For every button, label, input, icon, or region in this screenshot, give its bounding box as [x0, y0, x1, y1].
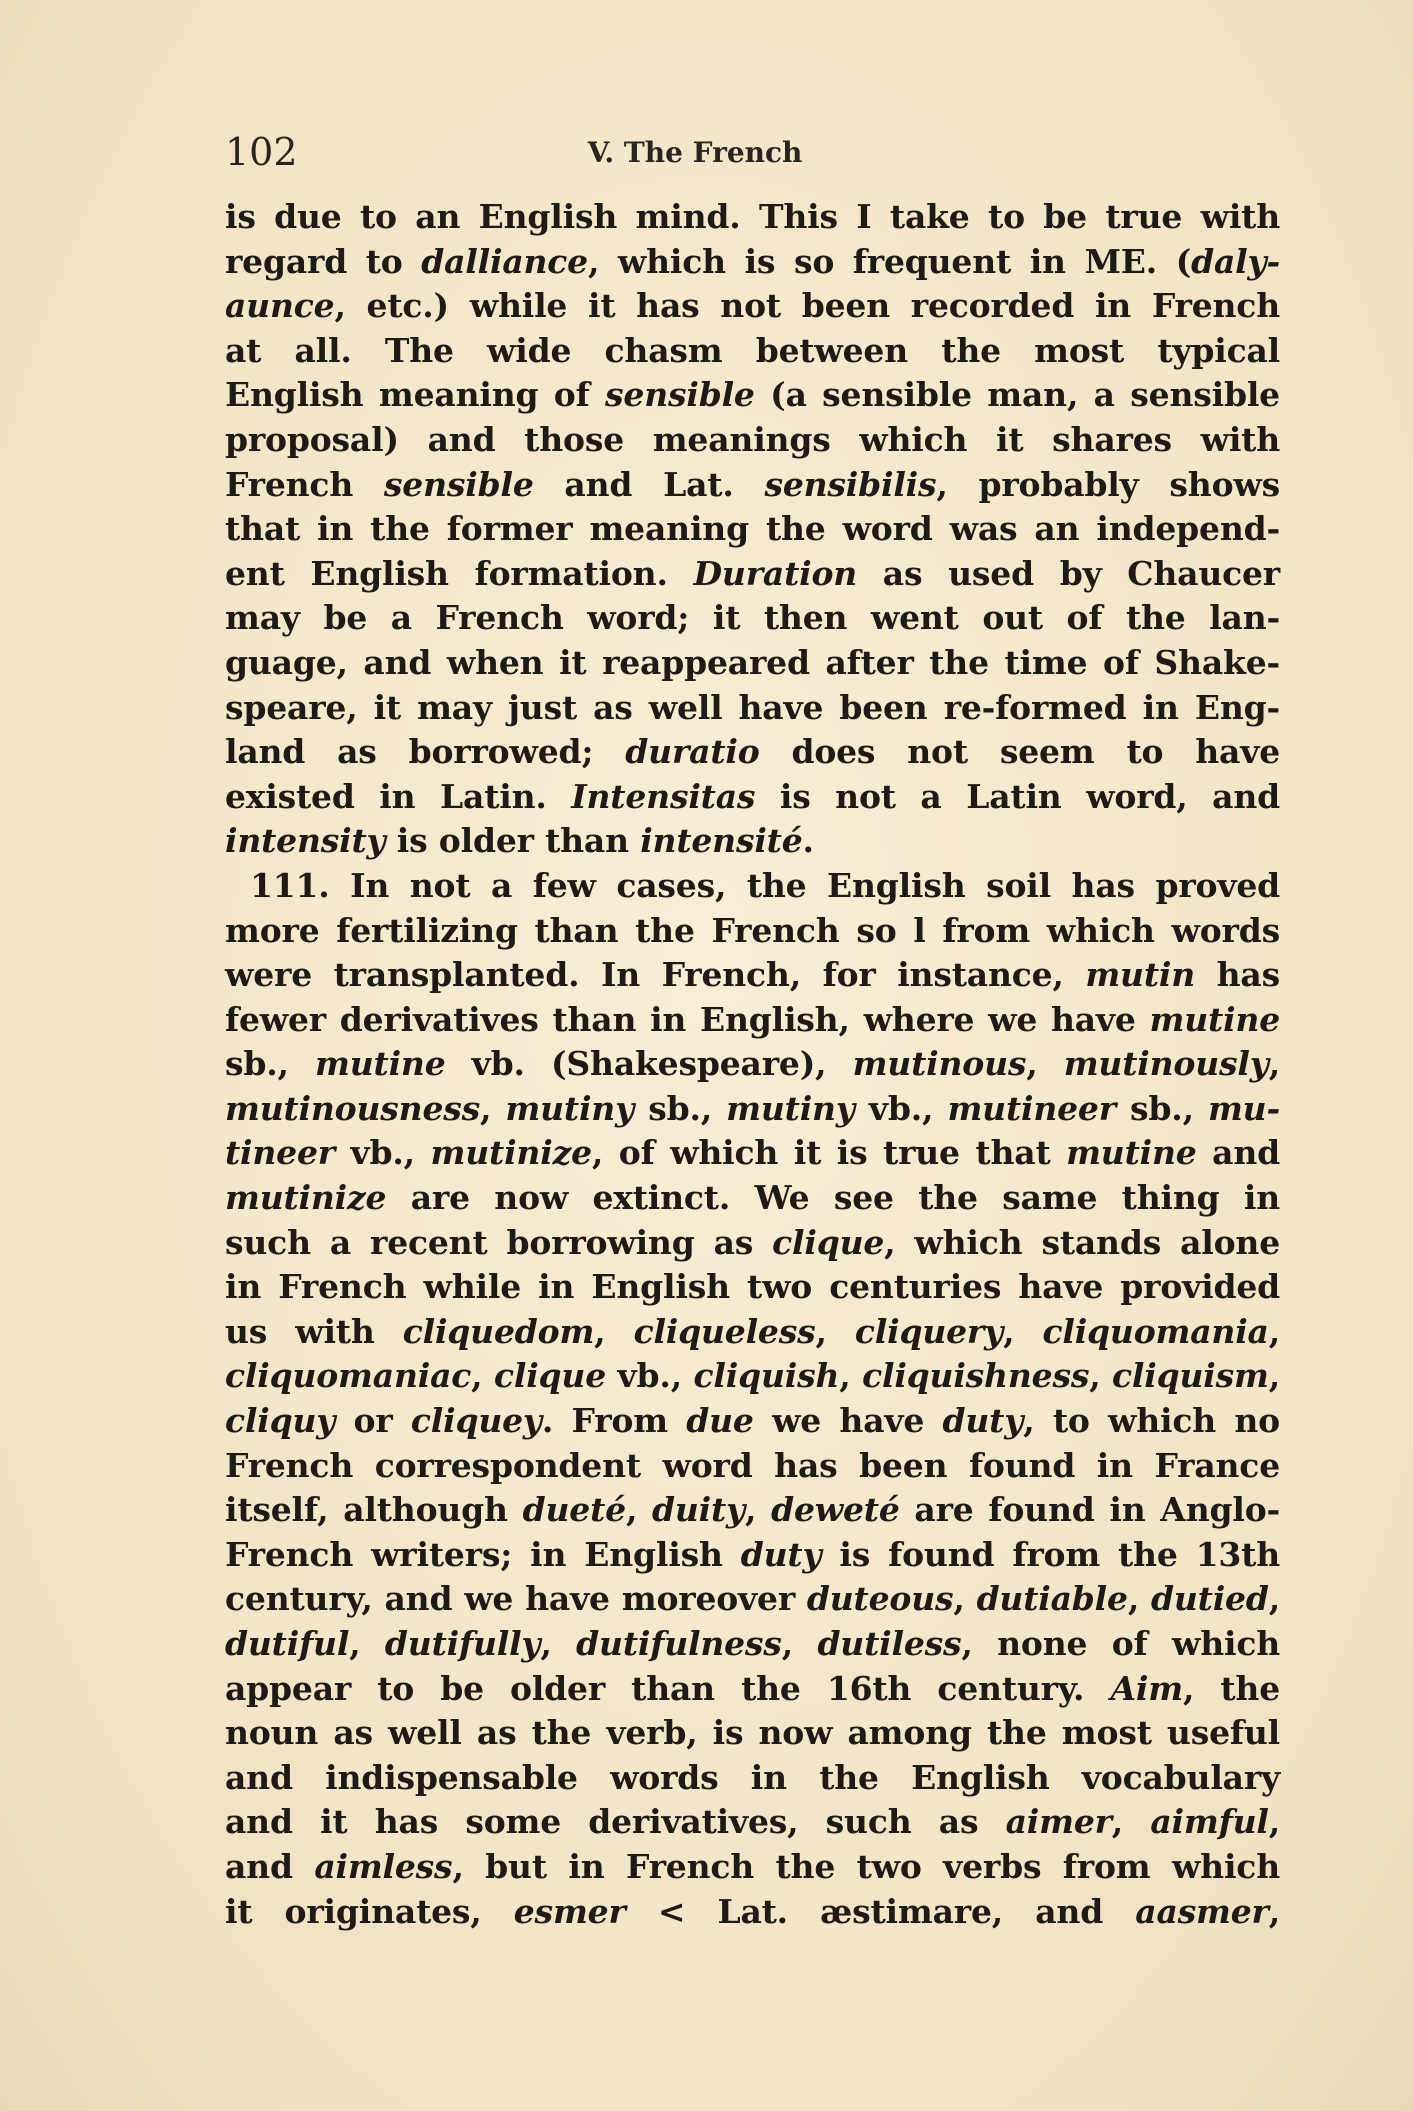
italic-term: cliquomania [1042, 1311, 1269, 1351]
text-line [225, 1577, 1280, 1622]
text-segment: . From [541, 1401, 687, 1441]
text-line [225, 730, 1280, 775]
text-line [225, 418, 1280, 463]
text-line [225, 1354, 1280, 1399]
italic-term: cliquomaniac [225, 1356, 472, 1396]
text-segment: appear to be older than the 16th century. [225, 1668, 1111, 1708]
italic-term: dutifulness [576, 1624, 782, 1663]
text-segment: such a recent borrowing as [225, 1222, 773, 1262]
italic-term: mutinize [225, 1178, 387, 1218]
italic-term: sensible [383, 464, 534, 504]
italic-term: daly- [1191, 241, 1280, 281]
text-segment: , [1268, 1311, 1281, 1351]
italic-term: duty [740, 1534, 822, 1574]
text-segment: , of which it is true that [591, 1133, 1067, 1173]
text-segment: sb., [634, 1088, 727, 1128]
italic-term: clique [493, 1356, 607, 1396]
text-segment: , [1268, 1802, 1281, 1842]
text-line [225, 1890, 1280, 1935]
text-segment: , probably shows [936, 464, 1280, 504]
text-segment: or [335, 1401, 411, 1441]
page-header [225, 130, 1285, 180]
text-segment: may be a French word; it then went out of the lan- [225, 598, 1280, 638]
italic-term: mu- [1207, 1088, 1280, 1128]
text-segment: more fertilizing than the French so l from which words [225, 910, 1280, 950]
text-line [225, 998, 1280, 1043]
text-segment: and Lat. [533, 464, 765, 504]
text-segment: , [1089, 1356, 1113, 1396]
text-segment: , [480, 1088, 506, 1128]
text-segment: < Lat. æstimare, and [625, 1891, 1136, 1931]
text-line [225, 552, 1280, 597]
text-segment: and indispensable words in the English vocabulary [225, 1757, 1280, 1797]
italic-term: mutiny [726, 1088, 855, 1128]
italic-term: duratio [625, 732, 760, 772]
text-segment: , etc.) while it has not been recorded in French [334, 286, 1280, 326]
italic-term: mutineer [947, 1088, 1116, 1128]
text-segment: , [1111, 1802, 1151, 1842]
italic-term: cliquey [410, 1401, 542, 1441]
page-number: 102 [225, 130, 298, 174]
text-segment: guage, and when it reappeared after the time of Shake- [225, 642, 1280, 682]
text-segment: , [781, 1624, 818, 1663]
text-segment: us with [225, 1311, 403, 1351]
text-segment: regard to [225, 241, 422, 281]
text-segment: , [594, 1311, 634, 1351]
italic-term: aimer [1005, 1802, 1112, 1842]
italic-term: dalliance [421, 241, 588, 281]
text-segment: noun as well as the verb, is now among the most useful [225, 1713, 1280, 1753]
text-segment: French [225, 464, 384, 504]
italic-term: due [686, 1401, 754, 1441]
text-line [225, 641, 1280, 686]
text-segment: , the [1182, 1668, 1280, 1708]
text-segment: it originates, [225, 1891, 514, 1931]
text-segment: we have [753, 1401, 943, 1441]
italic-term: cliquishness [862, 1356, 1090, 1396]
text-segment: vb., [606, 1356, 694, 1396]
text-segment: , [839, 1356, 863, 1396]
italic-term: sensibilis [764, 464, 937, 504]
text-segment: , which stands alone [884, 1222, 1280, 1262]
text-segment: , to which no [1023, 1401, 1280, 1441]
text-line [225, 1444, 1280, 1489]
text-segment: , [1268, 1044, 1280, 1084]
text-line [225, 864, 1280, 909]
italic-term: mutin [1085, 955, 1196, 995]
italic-term: duity [652, 1490, 746, 1530]
text-line [225, 1711, 1280, 1756]
text-line [225, 1087, 1280, 1132]
text-line [225, 1533, 1280, 1578]
text-segment: itself, although [225, 1490, 523, 1530]
text-segment: 111. In not a few cases, the English soil has proved [250, 865, 1280, 905]
text-segment: is due to an English mind. This I take to be true with [225, 197, 1280, 236]
text-segment: as used by Chaucer [857, 553, 1280, 593]
text-segment: , [349, 1624, 385, 1663]
italic-term: intensity [225, 821, 386, 861]
italic-term: Intensitas [571, 776, 756, 816]
text-line [225, 1042, 1280, 1087]
text-line [225, 1488, 1280, 1533]
text-segment: at all. The wide chasm between the most typical [225, 330, 1280, 370]
italic-term: dueté [522, 1490, 626, 1530]
text-line [225, 1845, 1280, 1890]
text-segment: , [1268, 1891, 1281, 1931]
text-segment: and [225, 1846, 315, 1886]
text-line [225, 240, 1280, 285]
italic-term: mutine [1149, 999, 1280, 1039]
italic-term: mutinous [852, 1044, 1027, 1084]
italic-term: cliquedom [402, 1311, 595, 1351]
text-line [225, 507, 1280, 552]
italic-term: Aim [1110, 1668, 1183, 1708]
text-line [225, 195, 1280, 240]
text-segment: are found in Anglo- [899, 1490, 1281, 1530]
text-segment: century, and we have moreover [225, 1579, 807, 1619]
text-line [225, 1800, 1280, 1845]
text-segment: , [815, 1311, 855, 1351]
text-segment: , [953, 1579, 977, 1619]
italic-term: mutine [315, 1044, 446, 1084]
text-segment: were transplanted. In French, for instance, [225, 955, 1086, 995]
text-segment: sb., [1115, 1088, 1208, 1128]
text-segment: is older than [385, 821, 641, 861]
italic-term: aimful [1150, 1802, 1269, 1842]
text-line [225, 329, 1280, 374]
text-line [225, 596, 1280, 641]
text-segment: vb., [334, 1133, 431, 1173]
italic-term: duty [942, 1401, 1024, 1441]
text-line [225, 909, 1280, 954]
italic-term: dutied [1150, 1579, 1269, 1619]
italic-term: dutiful [225, 1624, 350, 1663]
body-text [225, 195, 1280, 1934]
text-segment: in French while in English two centuries have provided [225, 1267, 1280, 1307]
italic-term: esmer [513, 1891, 626, 1931]
italic-term: dutiable [976, 1579, 1128, 1619]
text-segment: English meaning of [225, 375, 606, 415]
italic-term: mutinously [1063, 1044, 1269, 1084]
text-line [225, 953, 1280, 998]
text-line [225, 463, 1280, 508]
text-line [225, 373, 1280, 418]
running-head: V. The French [587, 136, 803, 169]
text-segment: has [1195, 955, 1280, 995]
italic-term: mutine [1066, 1133, 1197, 1173]
text-line [225, 1221, 1280, 1266]
text-line [225, 775, 1280, 820]
text-line [225, 1622, 1280, 1667]
text-segment: existed in Latin. [225, 776, 572, 816]
text-line [225, 686, 1280, 731]
text-segment: and it has some derivatives, such as [225, 1802, 1006, 1842]
text-segment: , none of which [961, 1624, 1281, 1663]
text-line [225, 1667, 1280, 1712]
text-segment: sb., [225, 1044, 316, 1084]
text-segment: French correspondent word has been found in France [225, 1445, 1280, 1485]
text-segment: are now extinct. We see the same thing in [386, 1178, 1280, 1218]
text-segment: , [471, 1356, 494, 1396]
text-segment: fewer derivatives than in English, where we have [225, 999, 1150, 1039]
text-segment: land as borrowed; [225, 732, 626, 772]
text-line [225, 1310, 1280, 1355]
text-line [225, 284, 1280, 329]
text-segment: ent English formation. [225, 553, 694, 593]
italic-term: mutinize [430, 1133, 592, 1173]
italic-term: cliqueless [633, 1311, 816, 1351]
italic-term: deweté [771, 1490, 900, 1530]
text-line [225, 1131, 1280, 1176]
text-segment: , [540, 1624, 577, 1663]
italic-term: cliquy [225, 1401, 336, 1441]
text-line [225, 1756, 1280, 1801]
text-segment: French writers; in English [225, 1534, 741, 1574]
text-segment: , [625, 1490, 653, 1530]
italic-term: aasmer [1135, 1891, 1269, 1931]
italic-term: Duration [693, 553, 858, 593]
italic-term: aunce [225, 286, 335, 326]
text-segment: , [1127, 1579, 1151, 1619]
italic-term: sensible [605, 375, 755, 415]
italic-term: cliquish [693, 1356, 840, 1396]
text-segment: proposal) and those meanings which it shares with [225, 419, 1280, 459]
text-line [225, 819, 1280, 864]
italic-term: dutifully [384, 1624, 541, 1663]
text-segment: vb. (Shakespeare), [445, 1044, 853, 1084]
text-segment: , but in French the two verbs from which [452, 1846, 1280, 1886]
text-segment: , which is so frequent in ME. ( [587, 241, 1192, 281]
italic-term: clique [772, 1222, 885, 1262]
italic-term: mutinousness [225, 1088, 481, 1128]
text-segment: , [1003, 1311, 1043, 1351]
text-segment: . [802, 821, 814, 861]
text-line [225, 1399, 1280, 1444]
text-line [225, 1176, 1280, 1221]
text-segment: vb., [854, 1088, 948, 1128]
text-segment: , [1026, 1044, 1064, 1084]
italic-term: cliquery [854, 1311, 1004, 1351]
text-segment: (a sensible man, a sensible [754, 375, 1280, 415]
text-segment: that in the former meaning the word was an independ- [225, 509, 1280, 549]
italic-term: intensité [640, 821, 803, 861]
text-segment: , [1268, 1579, 1280, 1619]
text-segment: , [745, 1490, 772, 1530]
italic-term: tineer [225, 1133, 335, 1173]
italic-term: dutiless [817, 1624, 962, 1663]
italic-term: aimless [314, 1846, 453, 1886]
text-segment: is not a Latin word, and [755, 776, 1280, 816]
text-segment: is found from the 13th [821, 1534, 1280, 1574]
text-segment: speare, it may just as well have been re-formed in Eng- [225, 687, 1280, 727]
text-segment: and [1196, 1133, 1280, 1173]
text-segment: , [1268, 1356, 1280, 1396]
text-line [225, 1265, 1280, 1310]
italic-term: cliquism [1112, 1356, 1269, 1396]
italic-term: duteous [806, 1579, 954, 1619]
text-segment: does not seem to have [759, 732, 1280, 772]
italic-term: mutiny [505, 1088, 635, 1128]
